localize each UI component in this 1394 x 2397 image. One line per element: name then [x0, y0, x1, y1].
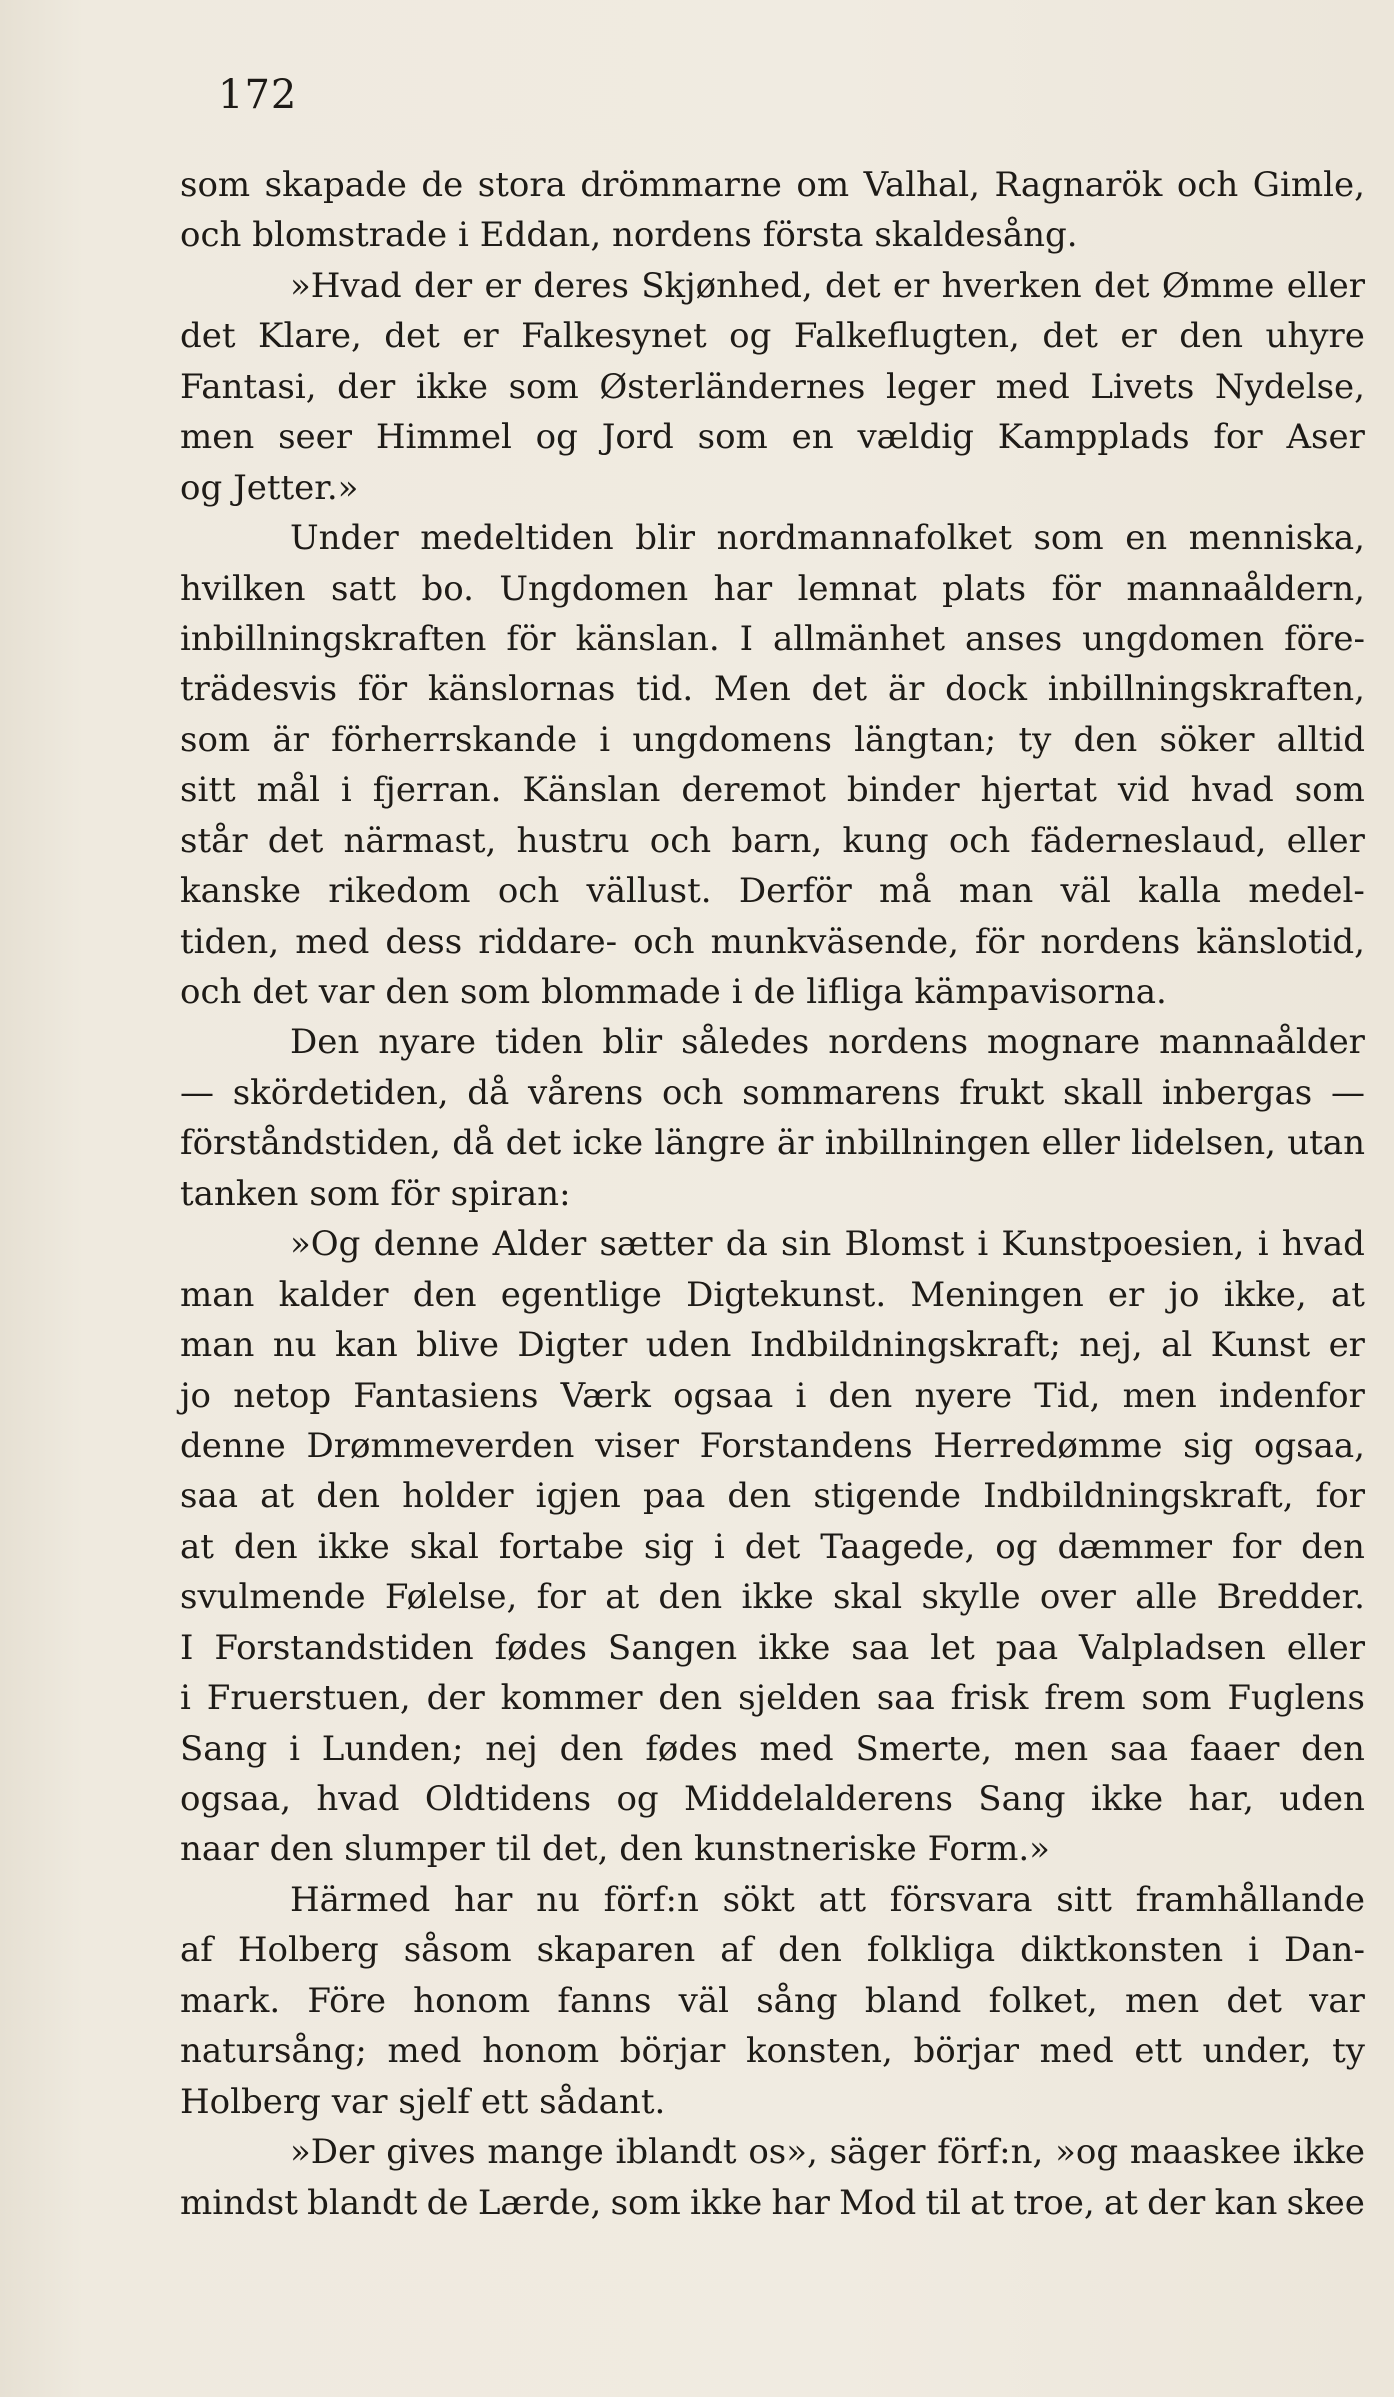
text-line: tanken som för spiran:	[180, 1173, 571, 1214]
text-line: denne Drømmeverden viser Forstandens Herredømme sig ogsaa,	[180, 1425, 1365, 1466]
text-line: och det var den som blommade i de lifliga kämpavisorna.	[180, 972, 1167, 1012]
text-line: »Der gives mange iblandt os», säger förf:n, »og maaskee ikke	[290, 2132, 1365, 2173]
text-line: og Jetter.»	[180, 467, 359, 508]
text-line: kanske rikedom och vällust. Derför må man väl kalla medel-	[180, 871, 1365, 912]
text-line: förståndstiden, då det icke längre är inbillningen eller lidelsen, utan	[180, 1123, 1365, 1164]
text-line: i Fruerstuen, der kommer den sjelden saa frisk frem som Fuglens	[180, 1678, 1365, 1719]
text-line: men seer Himmel og Jord som en vældig Kampplads for Aser	[180, 417, 1365, 458]
body-text	[180, 160, 1365, 2228]
text-line: står det närmast, hustru och barn, kung och fäderneslaud, eller	[180, 820, 1365, 861]
page-number: 172	[218, 72, 298, 118]
text-line: jo netop Fantasiens Værk ogsaa i den nyere Tid, men indenfor	[180, 1375, 1365, 1416]
text-line: det Klare, det er Falkesynet og Falkeflugten, det er den uhyre	[180, 316, 1365, 357]
text-line: ogsaa, hvad Oldtidens og Middelalderens Sang ikke har, uden	[180, 1779, 1365, 1819]
text-line: at den ikke skal fortabe sig i det Taagede, og dæmmer for den	[180, 1526, 1365, 1567]
text-line: »Og denne Alder sætter da sin Blomst i Kunstpoesien, i hvad	[290, 1224, 1365, 1265]
text-line: Fantasi, der ikke som Østerländernes leger med Livets Nydelse,	[180, 366, 1365, 407]
text-line: af Holberg såsom skaparen af den folkliga diktkonsten i Dan-	[180, 1930, 1365, 1971]
text-line: tiden, med dess riddare- och munkväsende, för nordens känslotid,	[180, 921, 1365, 962]
text-line: man kalder den egentlige Digtekunst. Meningen er jo ikke, at	[180, 1274, 1365, 1315]
text-line: Härmed har nu förf:n sökt att försvara sitt framhållande	[290, 1879, 1365, 1920]
text-line: hvilken satt bo. Ungdomen har lemnat plats för mannaåldern,	[180, 568, 1365, 609]
text-line: svulmende Følelse, for at den ikke skal skylle over alle Bredder.	[180, 1577, 1365, 1618]
text-line: man nu kan blive Digter uden Indbildningskraft; nej, al Kunst er	[180, 1325, 1365, 1366]
text-line: Holberg var sjelf ett sådant.	[180, 2081, 666, 2122]
text-line: — skördetiden, då vårens och sommarens frukt skall inbergas —	[180, 1072, 1365, 1113]
text-line: sitt mål i fjerran. Känslan deremot binder hjertat vid hvad som	[180, 770, 1365, 811]
text-line: inbillningskraften för känslan. I allmänhet anses ungdomen före-	[180, 618, 1365, 659]
text-line: Sang i Lunden; nej den fødes med Smerte, men saa faaer den	[180, 1728, 1365, 1769]
text-line: mindst blandt de Lærde, som ikke har Mod til at troe, at der kan skee	[180, 2182, 1365, 2223]
text-line: mark. Före honom fanns väl sång bland folket, men det var	[180, 1980, 1365, 2021]
text-line: saa at den holder igjen paa den stigende Indbildningskraft, for	[180, 1476, 1365, 1517]
text-line: som är förherrskande i ungdomens längtan; ty den söker alltid	[180, 719, 1365, 760]
text-line: Den nyare tiden blir således nordens mognare mannaålder	[290, 1022, 1365, 1063]
text-line: I Forstandstiden fødes Sangen ikke saa let paa Valpladsen eller	[180, 1627, 1365, 1668]
text-line: som skapade de stora drömmarne om Valhal, Ragnarök och Gimle,	[180, 165, 1365, 205]
text-line: trädesvis för känslornas tid. Men det är dock inbillningskraften,	[180, 669, 1365, 710]
text-line: och blomstrade i Eddan, nordens första skaldesång.	[180, 215, 1078, 256]
text-line: natursång; med honom börjar konsten, börjar med ett under, ty	[180, 2031, 1365, 2072]
text-line: »Hvad der er deres Skjønhed, det er hverken det Ømme eller	[290, 265, 1365, 306]
text-line: naar den slumper til det, den kunstneriske Form.»	[180, 1829, 1050, 1870]
text-line: Under medeltiden blir nordmannafolket som en menniska,	[290, 518, 1365, 559]
